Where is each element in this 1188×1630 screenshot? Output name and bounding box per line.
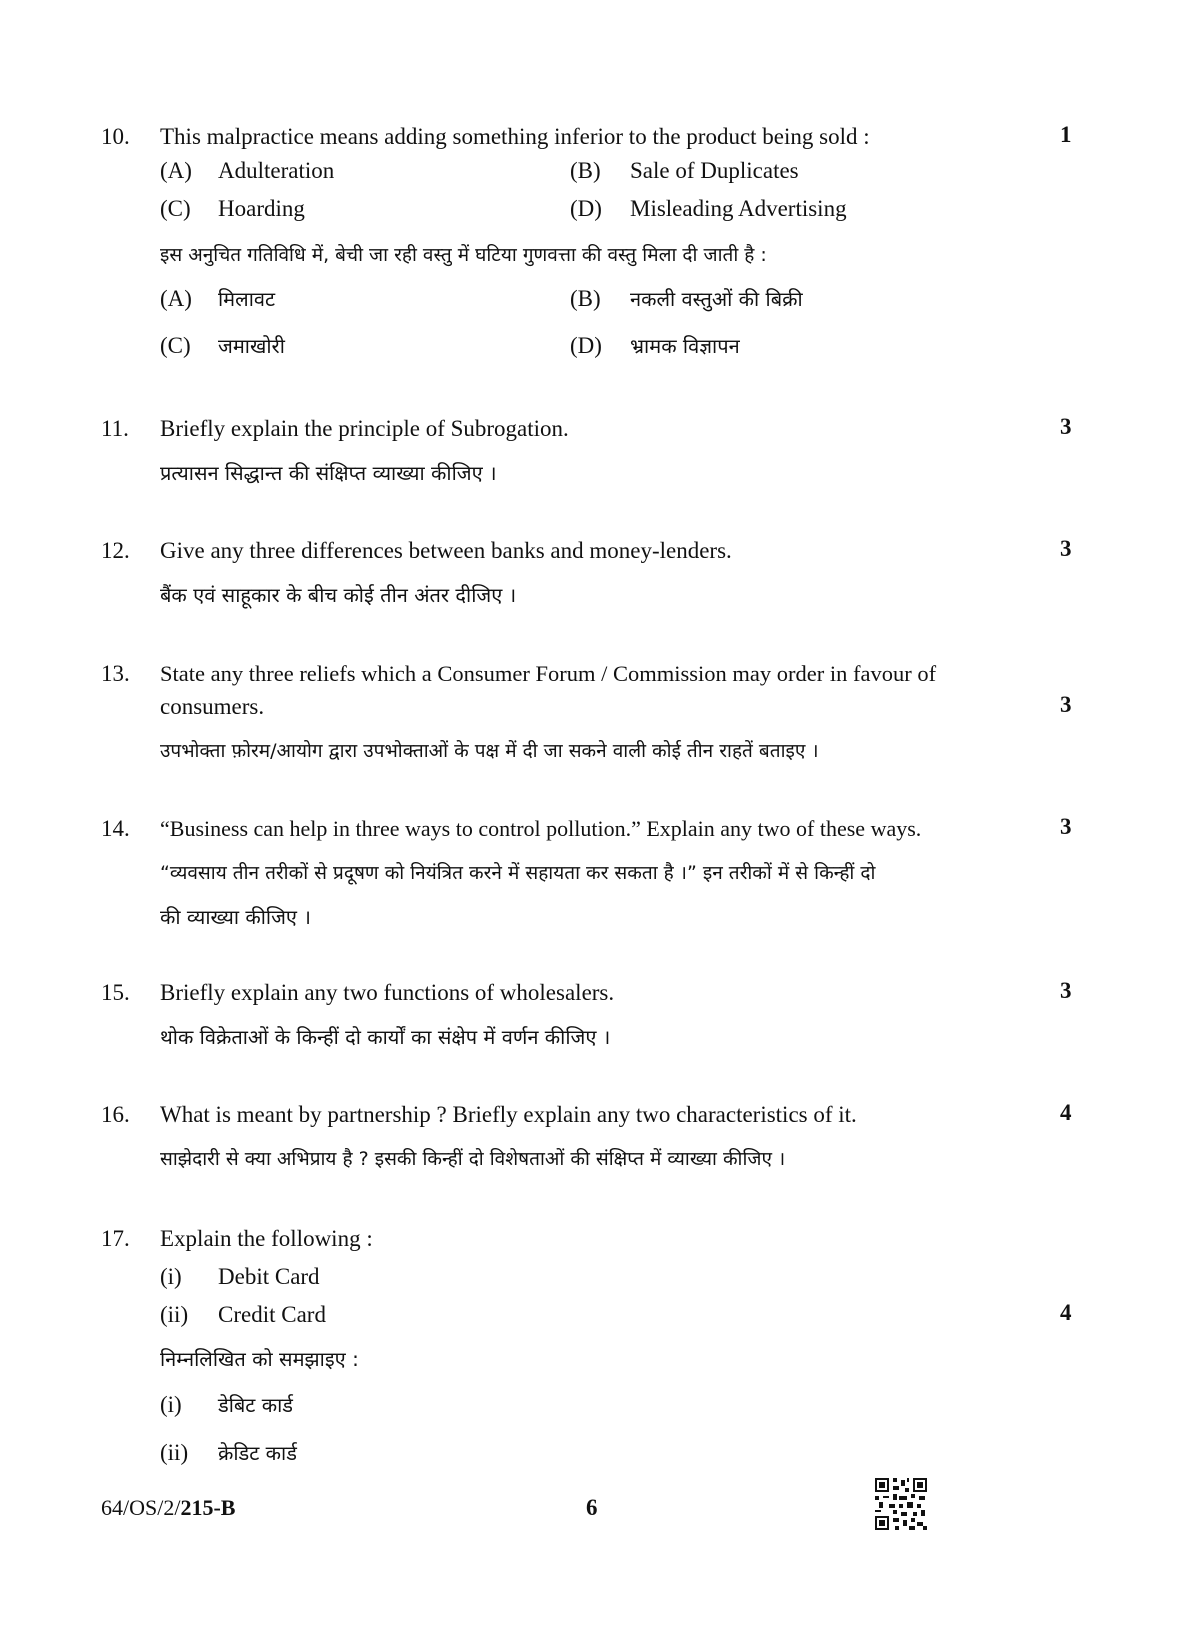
paper-code-suffix: 215-B [180, 1495, 236, 1520]
question-text-en: What is meant by partnership ? Briefly explain any two characteristics of it. [160, 1102, 857, 1127]
question-number: 10. [101, 124, 130, 149]
item-text-hi: डेबिट कार्ड [218, 1393, 293, 1417]
question-number: 15. [101, 980, 130, 1005]
qr-code-icon [875, 1478, 927, 1530]
option-label: (D) [570, 333, 602, 358]
question-text-en: This malpractice means adding something inferior to the product being sold : [160, 124, 870, 149]
item-text: Credit Card [218, 1302, 326, 1327]
paper-code-prefix: 64/OS/2/ [101, 1495, 181, 1520]
question-number: 16. [101, 1102, 130, 1127]
option-label: (A) [160, 158, 192, 183]
option-label: (B) [570, 158, 601, 183]
option-text-hi: नकली वस्तुओं की बिक्री [630, 287, 803, 311]
item-text-hi: क्रेडिट कार्ड [218, 1441, 297, 1465]
question-marks: 4 [1060, 1300, 1072, 1325]
question-text-en: Give any three differences between banks and money-lenders. [160, 538, 732, 563]
question-text-en: Explain the following : [160, 1226, 373, 1251]
question-text-hi: थोक विक्रेताओं के किन्हीं दो कार्यों का संक्षेप में वर्णन कीजिए । [160, 1025, 611, 1049]
question-text-en: “Business can help in three ways to control pollution.” Explain any two of these ways. [160, 816, 922, 841]
option-label: (C) [160, 196, 191, 221]
item-label: (i) [160, 1392, 182, 1417]
question-text-en-continued: consumers. [160, 694, 265, 719]
item-label: (i) [160, 1264, 182, 1289]
question-marks: 3 [1060, 814, 1072, 839]
option-label: (A) [160, 286, 192, 311]
question-marks: 1 [1060, 122, 1072, 147]
option-text-hi: मिलावट [218, 287, 276, 311]
item-label: (ii) [160, 1302, 189, 1327]
page-number: 6 [586, 1495, 598, 1520]
option-label: (C) [160, 333, 191, 358]
option-text: Sale of Duplicates [630, 158, 799, 183]
option-text-hi: जमाखोरी [218, 334, 285, 358]
question-number: 14. [101, 816, 130, 841]
question-text-hi: निम्नलिखित को समझाइए : [160, 1347, 359, 1371]
option-label: (B) [570, 286, 601, 311]
option-text: Adulteration [218, 158, 335, 183]
question-text-en: State any three reliefs which a Consumer Forum / Commission may order in favour of [160, 661, 937, 686]
question-number: 17. [101, 1226, 130, 1251]
question-marks: 3 [1060, 536, 1072, 561]
option-text: Hoarding [218, 196, 305, 221]
question-marks: 4 [1060, 1100, 1072, 1125]
option-text: Misleading Advertising [630, 196, 847, 221]
question-text-hi: साझेदारी से क्या अभिप्राय है ? इसकी किन्हीं दो विशेषताओं की संक्षिप्त में व्याख्या कीजिए । [160, 1148, 786, 1170]
question-text-hi-continued: की व्याख्या कीजिए । [160, 905, 311, 929]
option-label: (D) [570, 196, 602, 221]
question-text-en: Briefly explain the principle of Subrogation. [160, 416, 569, 441]
question-marks: 3 [1060, 978, 1072, 1003]
question-text-hi: उपभोक्ता फ़ोरम/आयोग द्वारा उपभोक्ताओं के पक्ष में दी जा सकने वाली कोई तीन राहतें बताइए । [160, 740, 819, 762]
question-number: 11. [101, 416, 129, 441]
question-marks: 3 [1060, 692, 1072, 717]
question-text-hi: “व्यवसाय तीन तरीकों से प्रदूषण को नियंत्रित करने में सहायता कर सकता है ।” इन तरीकों में से किन्हीं दो [160, 862, 876, 884]
question-text-hi: प्रत्यासन सिद्धान्त की संक्षिप्त व्याख्या कीजिए । [160, 461, 497, 485]
question-text-en: Briefly explain any two functions of wholesalers. [160, 980, 615, 1005]
question-marks: 3 [1060, 414, 1072, 439]
item-text: Debit Card [218, 1264, 320, 1289]
option-text-hi: भ्रामक विज्ञापन [630, 334, 740, 358]
paper-code [101, 1495, 235, 1521]
question-number: 13. [101, 661, 130, 686]
item-label: (ii) [160, 1440, 189, 1465]
question-text-hi: बैंक एवं साहूकार के बीच कोई तीन अंतर दीजिए । [160, 583, 517, 607]
question-text-hi: इस अनुचित गतिविधि में, बेची जा रही वस्तु में घटिया गुणवत्ता की वस्तु मिला दी जाती है : [160, 244, 767, 266]
question-number: 12. [101, 538, 130, 563]
